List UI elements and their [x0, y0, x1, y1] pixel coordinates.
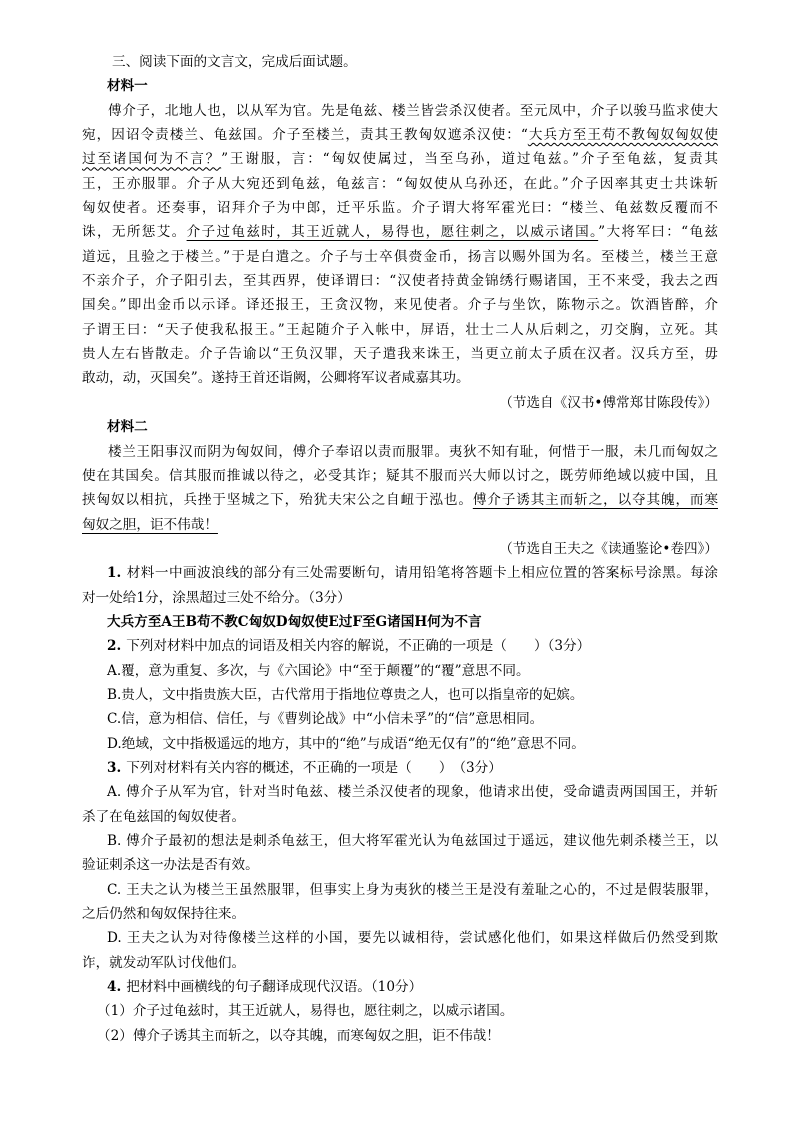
question-1 — [82, 561, 718, 634]
question-number: 2. — [107, 638, 122, 655]
question-2 — [82, 634, 718, 756]
question-stem: 下列对材料有关内容的概述，不正确的一项是（ ） （3分） — [126, 759, 502, 776]
section-title: 三、阅读下面的文言文，完成后面试题。 — [112, 54, 357, 70]
passage-line: 王，王亦服罪。介子从大宛还到龟兹，龟兹言：“匈奴使从乌孙还，在此。”介子因率其吏士共诛斩 — [82, 175, 718, 192]
option-line: B.贵人，文中指贵族大臣，古代常用于指地位尊贵之人，也可以指皇帝的妃嫔。 — [107, 686, 584, 703]
question-stem: 把材料中画横线的句子翻译成现代汉语。（10分） — [126, 979, 423, 996]
wavy-underlined-text: 大兵方至王苟不教匈奴匈奴使 — [527, 127, 719, 144]
question-text-line — [82, 975, 718, 999]
answer-key-line: 大兵方至A王B苟不教C匈奴D匈奴使E过F至G诸国H何为不言 — [107, 613, 482, 630]
question-number: 3. — [107, 759, 122, 776]
underlined-text: 介子过龟兹时，其王近就人，易得也，愿往刺之，以威示诸国。 — [186, 224, 599, 241]
question-text-line — [82, 561, 718, 585]
question-number: 1. — [107, 565, 122, 582]
question-text-line: 对一处给1分，涂黑超过三处不给分。（3分） — [82, 589, 351, 606]
passage-line — [82, 220, 718, 244]
passage-line: 子谓王曰：“天子使我私报王。”王起随介子入帐中，屏语，壮士二人从后刺之，刃交胸，立死。其 — [82, 321, 718, 338]
passage-text: 宛，因诏令责楼兰、龟兹国。介子至楼兰，责其王教匈奴遮杀汉使：“ — [82, 127, 528, 144]
passage-line: 敢动，动，灭国矣”。遂持王首还诣阙，公卿将军议者咸嘉其功。 — [82, 370, 470, 387]
material-1-heading: 材料一 — [107, 78, 148, 95]
passage-line: 贵人左右皆散走。介子告谕以“王负汉罪，天子遣我来诛王，当更立前太子质在汉者。汉兵方至，毋 — [82, 346, 718, 363]
option-line: 之后仍然和匈奴保持往来。 — [82, 906, 246, 923]
passage-line — [82, 147, 718, 171]
material-2-heading: 材料二 — [107, 419, 148, 436]
option-line: A.覆，意为重复、多次，与《六国论》中“至于颠覆”的“覆”意思不同。 — [107, 662, 530, 679]
question-stem: 下列对材料中加点的词语及相关内容的解说，不正确的一项是（ ）（3分） — [126, 638, 591, 655]
passage-line — [82, 123, 718, 147]
passage-line: 道远，且验之于楼兰。”于是白遣之。介子与士卒俱赍金币，扬言以赐外国为名。至楼兰，楼兰王意 — [82, 248, 718, 265]
passage-line — [82, 488, 718, 512]
passage-text: 挟匈奴以相抗，兵挫于坚城之下，殆犹夫宋公之自衄于泓也。 — [82, 492, 473, 509]
question-3 — [82, 756, 718, 975]
passage-line: 匈奴使者。还奏事，诏拜介子为中郎，迁平乐监。介子谓大将军霍光曰：“楼兰、龟兹数反覆而不 — [82, 200, 718, 217]
wavy-underlined-text: 过至诸国何为不言？ — [82, 151, 222, 168]
option-line: D.绝域，文中指极遥远的地方，其中的“绝”与成语“绝无仅有”的“绝”意思不同。 — [107, 735, 585, 752]
underlined-text: 傅介子诱其主而斩之，以夺其魄，而寒 — [472, 492, 718, 509]
option-line: 杀了在龟兹国的匈奴使者。 — [82, 808, 246, 825]
material-1-passage — [82, 99, 718, 391]
option-line: B. 傅介子最初的想法是刺杀龟兹王，但大将军霍光认为龟兹国过于遥远，建议他先刺杀楼兰王，以 — [107, 833, 718, 849]
question-text-line — [82, 756, 718, 780]
material-2-passage — [82, 440, 718, 537]
passage-line: 傅介子，北地人也，以从军为官。先是龟兹、楼兰皆尝杀汉使者。至元凤中，介子以骏马监求使大 — [108, 102, 718, 119]
underlined-text: 匈奴之胆，讵不伟哉！ — [82, 516, 218, 533]
translation-item: （1）介子过龟兹时，其王近就人，易得也，愿往刺之，以威示诸国。 — [97, 1003, 514, 1020]
translation-item: （2）傅介子诱其主而斩之，以夺其魄，而寒匈奴之胆，讵不伟哉！ — [97, 1027, 500, 1044]
passage-line: 楼兰王阳事汉而阴为匈奴间，傅介子奉诏以责而服罪。夷狄不知有耻，何惜于一服，未几而匈奴之 — [108, 443, 718, 460]
question-number: 4. — [107, 979, 122, 996]
question-4 — [82, 975, 718, 1048]
option-line: 诈，就发动军队讨伐他们。 — [82, 954, 246, 971]
source-citation: （节选自王夫之《读通鉴论•卷四》） — [499, 540, 718, 557]
passage-text: ”王谢服，言：“匈奴使属过，当至乌孙，道过龟兹。”介子至龟兹，复责其 — [221, 151, 719, 168]
passage-line: 使在其国矣。信其服而推诚以待之，必受其诈；疑其不服而兴大师以讨之，既劳师绝域以疲中国，且 — [82, 467, 718, 484]
passage-line: 不亲介子，介子阳引去，至其西界，使译谓曰：“汉使者持黄金锦绣行赐诸国，王不来受，我去之西 — [82, 273, 718, 290]
option-line: C. 王夫之认为楼兰王虽然服罪，但事实上身为夷狄的楼兰王是没有羞耻之心的，不过是假装服罪， — [107, 881, 718, 898]
option-line: 验证刺杀这一办法是否有效。 — [82, 857, 259, 874]
passage-line: 国矣。”即出金币以示译。译还报王，王贪汉物，来见使者。介子与坐饮，陈物示之。饮酒皆醉，介 — [82, 297, 718, 314]
passage-text: 诛，无所惩艾。 — [82, 224, 187, 241]
passage-line — [82, 513, 718, 537]
source-citation: （节选自《汉书•傅常郑甘陈段传》） — [499, 394, 718, 411]
question-stem: 材料一中画波浪线的部分有三处需要断句，请用铅笔将答题卡上相应位置的答案标号涂黑。每涂 — [126, 565, 718, 582]
passage-text: ”大将军曰：“龟兹 — [598, 224, 718, 241]
option-line: A. 傅介子从军为官，针对当时龟兹、楼兰杀汉使者的现象，他请求出使，受命谴责两国国王，并斩 — [107, 784, 718, 801]
question-text-line — [82, 634, 718, 658]
option-line: C.信，意为相信、信任，与《曹刿论战》中“小信未孚”的“信”意思相同。 — [107, 711, 544, 728]
option-line: D. 王夫之认为对待像楼兰这样的小国，要先以诚相待，尝试感化他们，如果这样做后仍然受到欺 — [107, 930, 718, 947]
